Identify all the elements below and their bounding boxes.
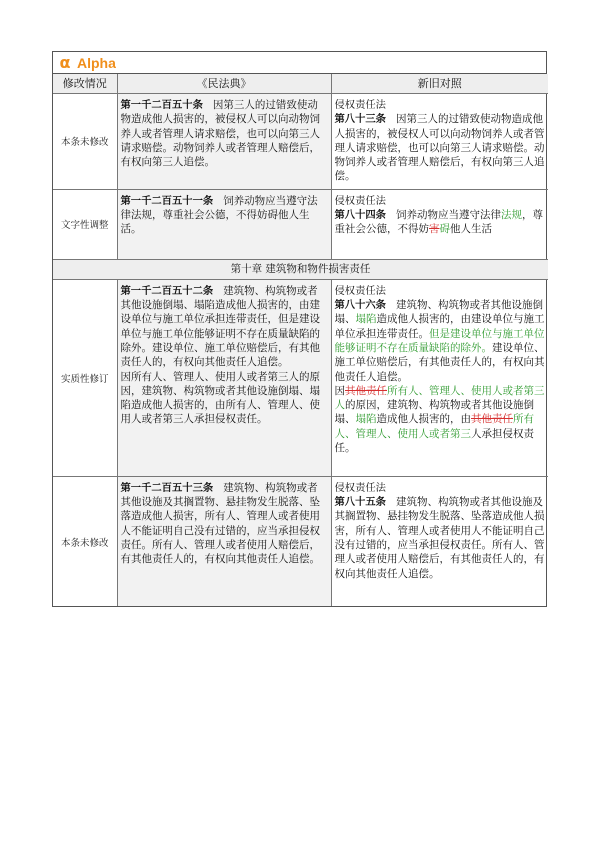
added-text: 但是建设单位与施工单位能够证明不存在质量缺陷的除外。	[334, 327, 545, 354]
old-article-text: ，尊重社会公德，不得妨	[334, 209, 543, 236]
civil-code-cell	[117, 279, 331, 476]
chapter-title: 第十章 建筑物和物件损害责任	[53, 259, 548, 279]
table-row	[53, 94, 548, 190]
row-status: 实质性修订	[53, 279, 117, 476]
article-number: 第一千二百五十条	[120, 99, 203, 111]
old-law-cell	[331, 476, 548, 606]
old-article-number: 第八十三条	[334, 113, 386, 126]
law-name: 侵权责任法	[334, 284, 386, 297]
article-text: 建筑物、构筑物或者其他设施倒塌、塌陷造成他人损害的，由建设单位与施工单位承担连带责任，但是建设单位与施工单位能够证明不存在质量缺陷的除外。建设单位、施工单位赔偿后，有其他责任人的，有权向其他责任人追偿。	[120, 284, 320, 369]
article-number: 第一千二百五十二条	[120, 284, 214, 297]
law-name: 侵权责任法	[334, 194, 386, 207]
row-status: 本条未修改	[53, 476, 117, 606]
header-comparison: 新旧对照	[331, 74, 548, 94]
law-name: 侵权责任法	[334, 99, 386, 111]
old-article-text: 因	[334, 384, 345, 397]
old-article-text: 因第三人的过错致使动物造成他人损害的，被侵权人可以向动物饲养人或者管理人请求赔偿，也可以向第三人请求赔偿。动物饲养人或者管理人赔偿后，有权向第三人追偿。	[334, 113, 545, 183]
old-article-text: 饲养动物应当遵守法律	[396, 209, 501, 222]
added-text: 法规	[501, 209, 522, 222]
article-number: 第一千二百五十三条	[120, 481, 214, 494]
old-article-text: 建筑物、构筑物或者其他设施倒塌、	[334, 299, 543, 326]
old-article-number: 第八十四条	[334, 209, 386, 222]
header-civil-code: 《民法典》	[117, 74, 331, 94]
row-status: 本条未修改	[53, 94, 117, 190]
added-text: 塌陷	[355, 413, 377, 426]
old-law-cell	[331, 189, 548, 259]
deleted-text: 其他责任	[345, 384, 387, 397]
old-article-text: 造成他人损害的，由	[376, 413, 471, 426]
table-header-row	[53, 74, 548, 94]
old-article-text: 他人生活	[450, 223, 492, 236]
old-article-text: 建设单位、施工单位赔偿后，有其他责任人的，有权向其他责任人追偿。	[334, 341, 545, 383]
brand-name: Alpha	[77, 54, 116, 71]
old-article-text: 建筑物、构筑物或者其他设施及其搁置物、悬挂物发生脱落、坠落造成他人损害，所有人、管理人或者使用人不能证明自己没有过错的，应当承担侵权责任。所有人、管理人或者使用人赔偿后，有其他责任人的，有权向其他责任人追偿。	[334, 496, 545, 580]
civil-code-cell	[117, 476, 331, 606]
deleted-text: 害	[429, 223, 440, 236]
old-article-text: 造成他人损害的，由建设单位与施工单位承担连带责任。	[334, 313, 545, 340]
article-number: 第一千二百五十一条	[120, 194, 214, 207]
added-text: 所有人、管理人、使用人或者第三人	[334, 384, 545, 412]
civil-code-cell	[117, 189, 331, 259]
brand-bar	[53, 52, 546, 74]
comparison-table	[53, 74, 548, 606]
added-text: 碍	[439, 223, 450, 236]
law-name: 侵权责任法	[334, 481, 386, 494]
header-status: 修改情况	[53, 74, 117, 94]
table-row	[53, 279, 548, 476]
chapter-row	[53, 259, 548, 279]
old-article-text: 人承担侵权责任。	[334, 427, 534, 455]
table-row	[53, 476, 548, 606]
old-law-cell	[331, 94, 548, 190]
article-text: 因第三人的过错致使动物造成他人损害的，被侵权人可以向动物饲养人或者管理人请求赔偿，也可以向第三人请求赔偿。动物饲养人或者管理人赔偿后，有权向第三人追偿。	[120, 99, 320, 169]
alpha-logo-icon: α	[59, 52, 71, 72]
article-text: 建筑物、构筑物或者其他设施及其搁置物、悬挂物发生脱落、坠落造成他人损害，所有人、管理人或者使用人不能证明自己没有过错的，应当承担侵权责任。所有人、管理人或者使用人赔偿后，有其他责任人的，有权向其他责任人追偿。	[120, 481, 320, 566]
table-row	[53, 189, 548, 259]
added-text: 所有人、管理人、使用人或者第三	[334, 413, 534, 440]
civil-code-cell	[117, 94, 331, 190]
deleted-text: 其他责任	[471, 413, 513, 426]
row-status: 文字性调整	[53, 189, 117, 259]
old-article-text: 的原因，建筑物、构筑物或者其他设施倒塌、	[334, 399, 534, 426]
added-text: 塌陷	[355, 313, 377, 326]
old-law-cell	[331, 279, 548, 476]
old-article-number: 第八十六条	[334, 299, 386, 312]
comparison-document	[52, 51, 547, 607]
article-text: 因所有人、管理人、使用人或者第三人的原因，建筑物、构筑物或者其他设施倒塌、塌陷造成他人损害的，由所有人、管理人、使用人或者第三人承担侵权责任。	[120, 370, 320, 426]
article-text: 饲养动物应当遵守法律法规，尊重社会公德，不得妨碍他人生活。	[120, 194, 318, 236]
old-article-number: 第八十五条	[334, 496, 386, 509]
